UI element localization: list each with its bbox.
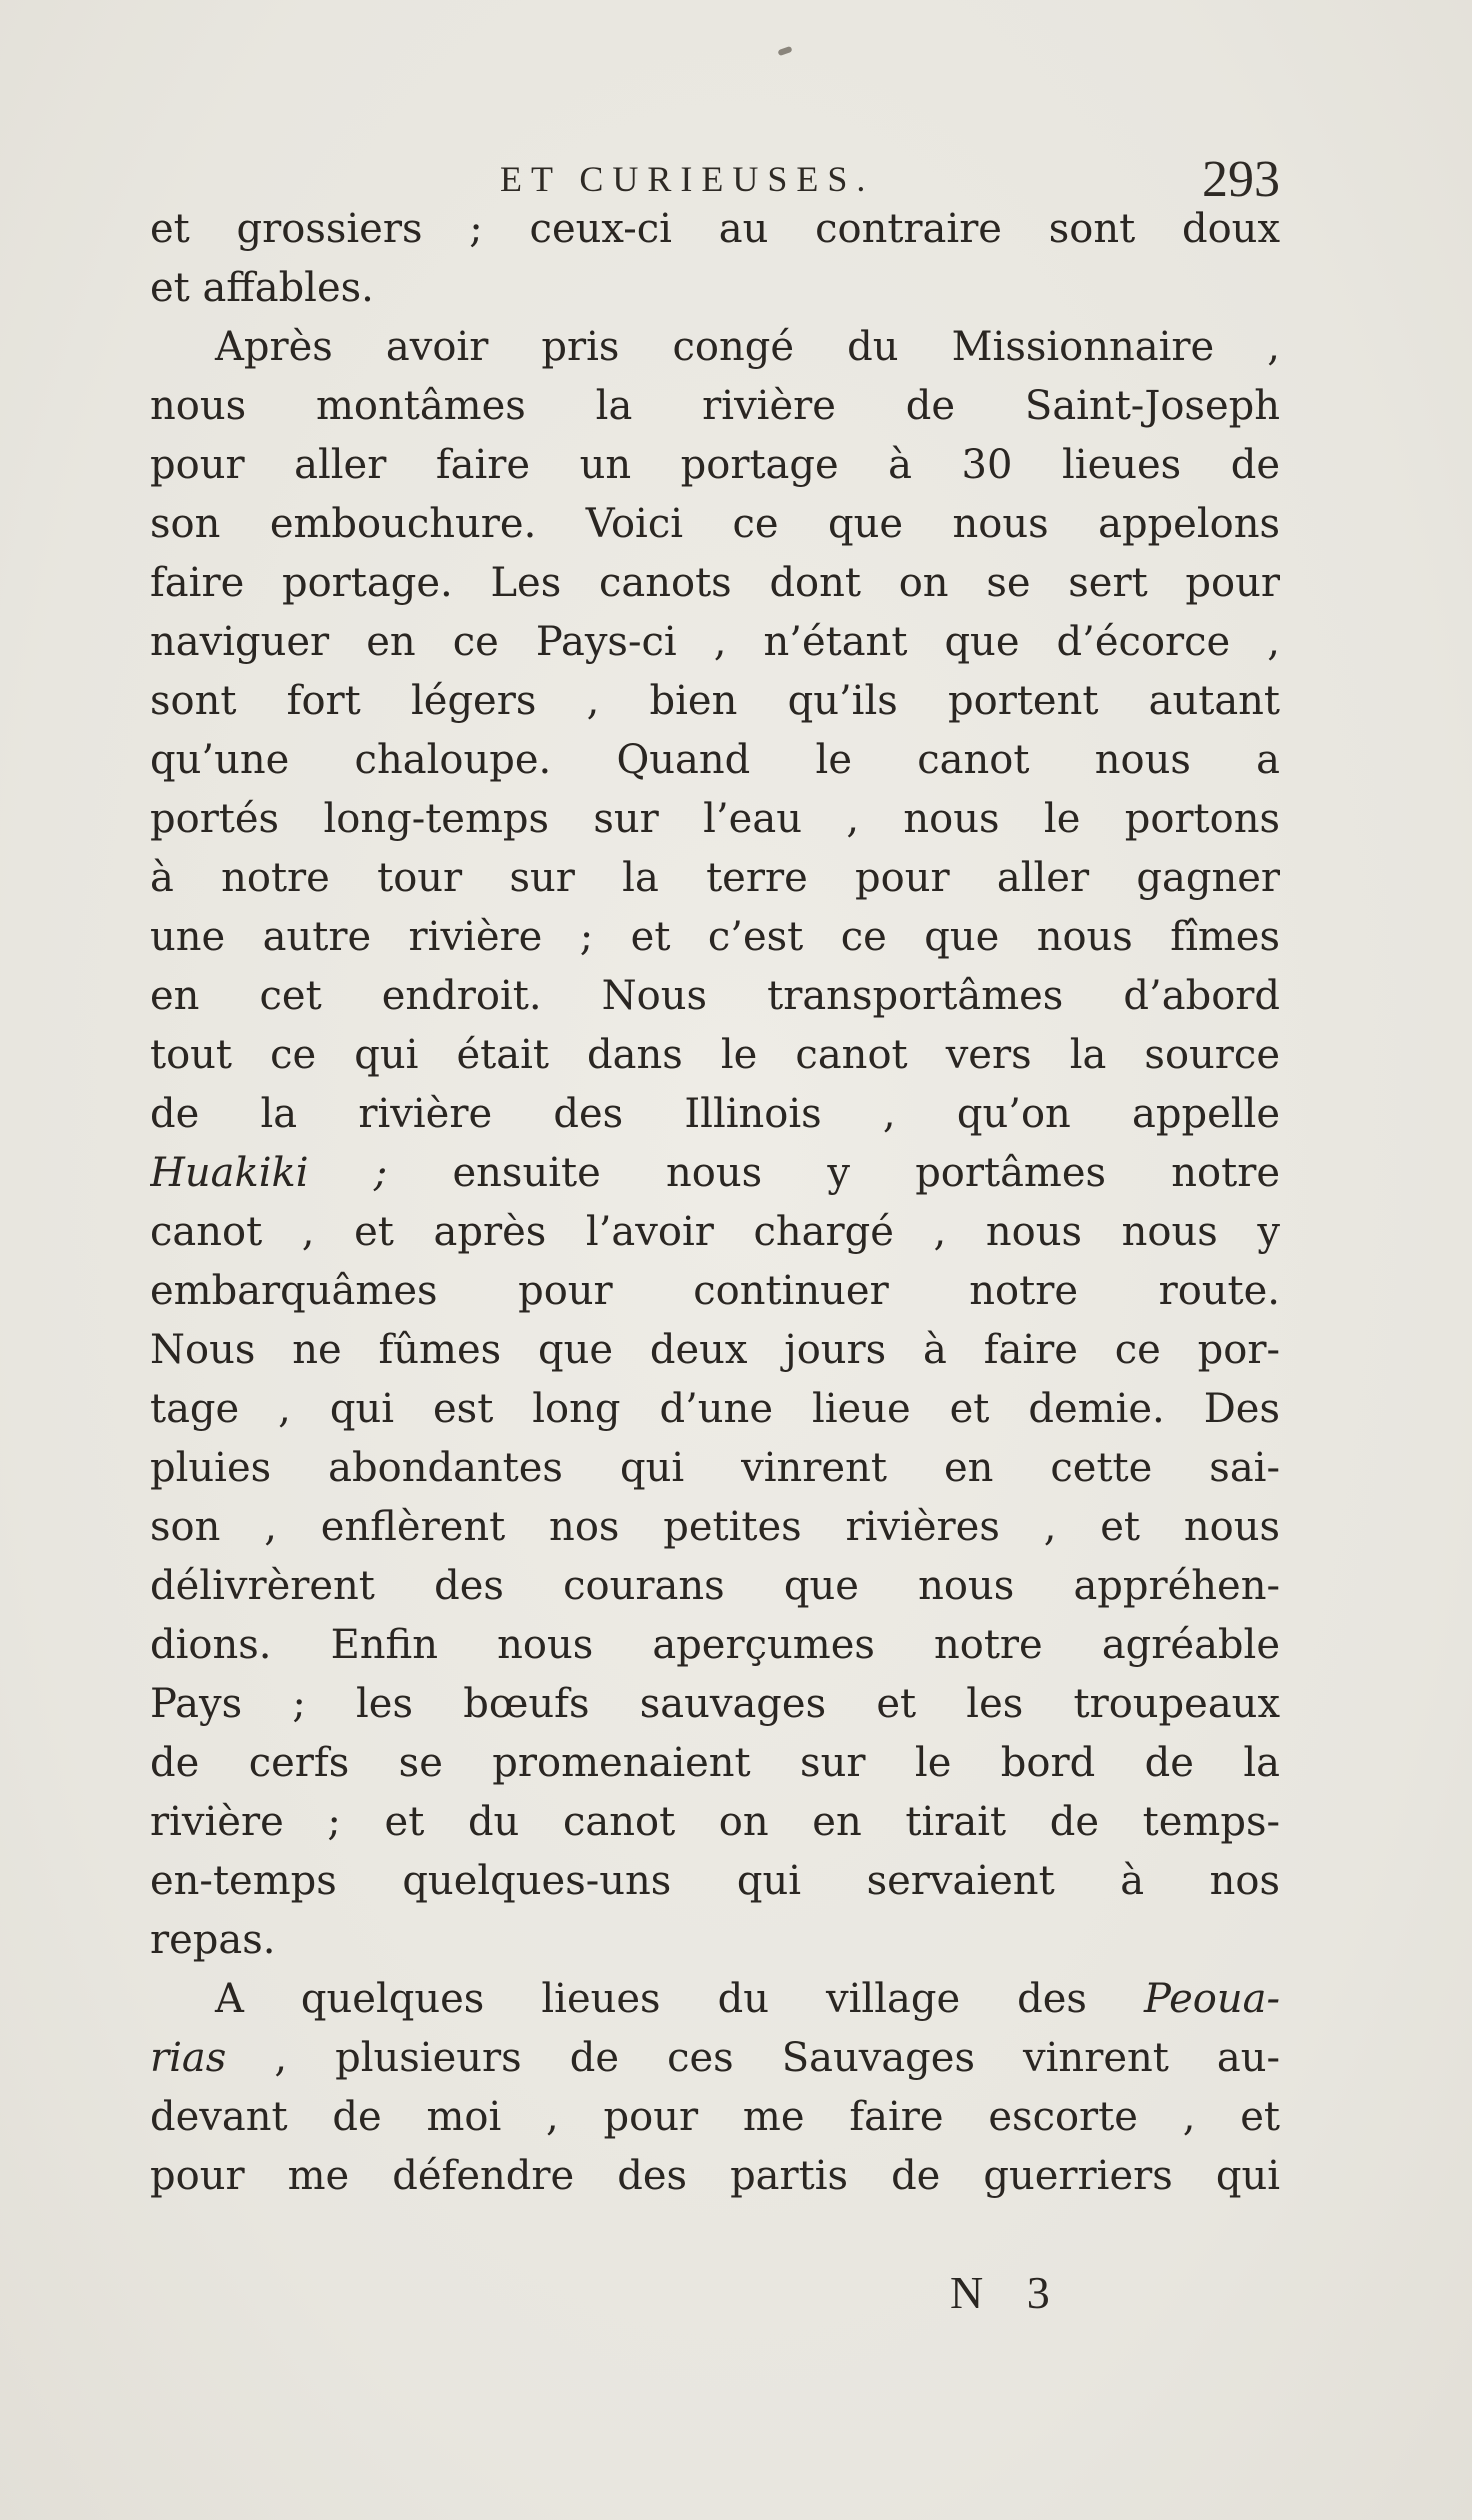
text-line — [150, 1970, 1280, 2029]
text-line: délivrèrent des courans que nous appréhen- — [150, 1563, 1280, 1609]
text-line: de cerfs se promenaient sur le bord de la — [150, 1740, 1280, 1786]
text-line: canot , et après l’avoir chargé , nous nous y — [150, 1209, 1280, 1255]
text-line — [150, 2029, 1280, 2088]
italic-phrase: rias — [150, 2035, 227, 2081]
text-line: et affables. — [150, 265, 374, 311]
page-number: 293 — [1202, 151, 1280, 208]
body-text — [150, 200, 1280, 2206]
text-line: à notre tour sur la terre pour aller gagner — [150, 855, 1280, 901]
text-fragment: A quelques lieues du village des — [215, 1976, 1144, 2022]
text-line: faire portage. Les canots dont on se sert pour — [150, 560, 1280, 606]
running-title: ET CURIEUSES. — [500, 159, 875, 199]
text-fragment: , plusieurs de ces Sauvages vinrent au- — [226, 2035, 1280, 2081]
text-line: pour me défendre des partis de guerriers qui — [150, 2153, 1280, 2199]
text-line: pluies abondantes qui vinrent en cette sai- — [150, 1445, 1280, 1491]
text-line: rivière ; et du canot on en tirait de temps- — [150, 1799, 1280, 1845]
text-line: son , enflèrent nos petites rivières , et nous — [150, 1504, 1280, 1550]
text-line: devant de moi , pour me faire escorte , et — [150, 2094, 1280, 2140]
italic-phrase: Huakiki ; — [150, 1150, 388, 1196]
text-line — [150, 1144, 1280, 1203]
text-line: portés long-temps sur l’eau , nous le portons — [150, 796, 1280, 842]
text-line: en-temps quelques-uns qui servaient à nos — [150, 1858, 1280, 1904]
text-line: en cet endroit. Nous transportâmes d’abord — [150, 973, 1280, 1019]
text-line: son embouchure. Voici ce que nous appelons — [150, 501, 1280, 547]
text-line: de la rivière des Illinois , qu’on appelle — [150, 1091, 1280, 1137]
text-line: tout ce qui était dans le canot vers la source — [150, 1032, 1280, 1078]
text-line: sont fort légers , bien qu’ils portent autant — [150, 678, 1280, 724]
text-line: tage , qui est long d’une lieue et demie. Des — [150, 1386, 1280, 1432]
text-line: dions. Enfin nous aperçumes notre agréable — [150, 1622, 1280, 1668]
italic-phrase: Peoua- — [1144, 1976, 1280, 2022]
text-line: Nous ne fûmes que deux jours à faire ce por- — [150, 1327, 1280, 1373]
text-fragment: ensuite nous y portâmes notre — [387, 1150, 1280, 1196]
text-line: Après avoir pris congé du Missionnaire , — [215, 324, 1280, 370]
text-line: une autre rivière ; et c’est ce que nous fîmes — [150, 914, 1280, 960]
text-line: naviguer en ce Pays-ci , n’étant que d’écorce , — [150, 619, 1280, 665]
text-line: pour aller faire un portage à 30 lieues de — [150, 442, 1280, 488]
text-line: embarquâmes pour continuer notre route. — [150, 1268, 1280, 1314]
ink-speck — [777, 46, 792, 56]
text-line: repas. — [150, 1917, 276, 1963]
text-line: Pays ; les bœufs sauvages et les troupeaux — [150, 1681, 1280, 1727]
text-line: qu’une chaloupe. Quand le canot nous a — [150, 737, 1280, 783]
text-line: nous montâmes la rivière de Saint-Joseph — [150, 383, 1280, 429]
text-line: et grossiers ; ceux-ci au contraire sont doux — [150, 206, 1280, 252]
signature-mark: N 3 — [950, 2267, 1066, 2318]
